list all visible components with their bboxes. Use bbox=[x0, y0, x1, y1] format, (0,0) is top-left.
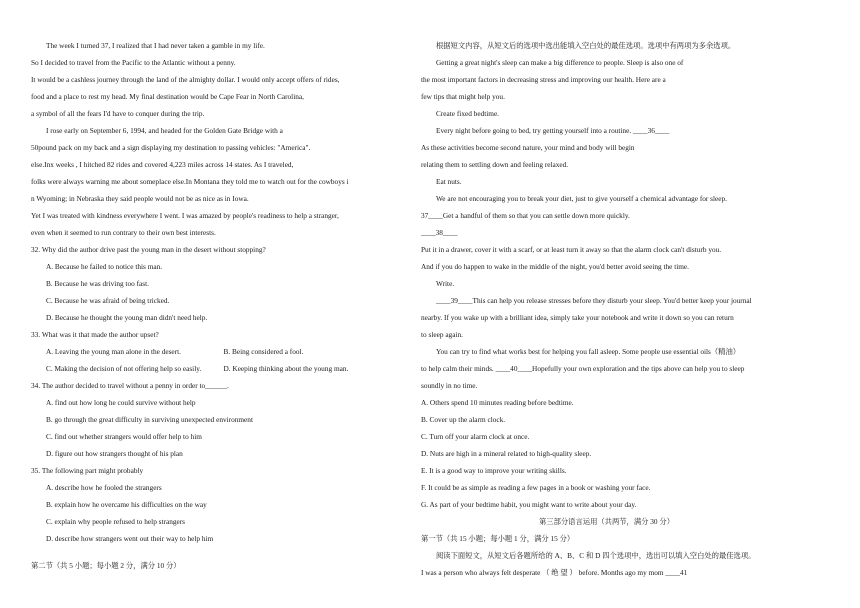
reading-passage bbox=[31, 37, 401, 241]
part3-first-line: I was a person who always felt desperate （ 绝 望 ） before. Months ago my mom ____41 bbox=[421, 568, 688, 577]
cloze-passage bbox=[421, 54, 792, 513]
passage-line: relating them to settling down and feeling relaxed. bbox=[421, 160, 569, 169]
passage-line: food and a place to rest my head. My final destination would be Cape Fear in North Carolina, bbox=[31, 92, 304, 101]
passage-line: Getting a great night's sleep can make a big difference to people. Sleep is also one of bbox=[436, 58, 684, 67]
part3-section: 第一节（共 15 小题；每小题 1 分，满分 15 分） bbox=[421, 534, 575, 543]
question-list bbox=[31, 241, 401, 547]
passage-line: ____38____ bbox=[421, 228, 458, 237]
answer-option: A. describe how he fooled the strangers bbox=[46, 483, 162, 492]
passage-line: Write. bbox=[436, 279, 455, 288]
question-32 bbox=[31, 241, 401, 326]
answer-option: C. Because he was afraid of being tricked. bbox=[46, 296, 170, 305]
section-footer: 第二节（共 5 小题；每小题 2 分，满分 10 分） bbox=[31, 561, 181, 570]
passage-line: E. It is a good way to improve your writing skills. bbox=[421, 466, 567, 475]
answer-option: A. find out how long he could survive without help bbox=[46, 398, 196, 407]
question-stem: 32. Why did the author drive past the young man in the desert without stopping? bbox=[31, 245, 266, 254]
answer-option: D. describe how strangers went out their way to help him bbox=[46, 534, 214, 543]
passage-line: I rose early on September 6, 1994, and headed for the Golden Gate Bridge with a bbox=[46, 126, 283, 135]
passage-line: ____39____This can help you release stresses before they disturb your sleep. You'd better keep your journal bbox=[436, 296, 752, 305]
passage-line: G. As part of your bedtime habit, you might want to write about your day. bbox=[421, 500, 637, 509]
passage-line: n Wyoming; in Nebraska they said people would not be as nice as in Iowa. bbox=[31, 194, 249, 203]
passage-line: Create fixed bedtime. bbox=[436, 109, 500, 118]
question-34 bbox=[31, 377, 401, 462]
passage-line: It would be a cashless journey through the land of the almighty dollar. I would only accept offers of rides, bbox=[31, 75, 340, 84]
question-33 bbox=[31, 326, 401, 377]
right-column bbox=[421, 37, 792, 581]
option-row bbox=[31, 360, 401, 377]
passage-line: You can try to find what works best for helping you fall asleep. Some people use essential oils（精油） bbox=[436, 347, 741, 356]
answer-option: C. explain why people refused to help strangers bbox=[46, 517, 186, 526]
answer-option: A. Leaving the young man alone in the desert. bbox=[46, 347, 181, 356]
passage-line: A. Others spend 10 minutes reading before bedtime. bbox=[421, 398, 574, 407]
passage-line: C. Turn off your alarm clock at once. bbox=[421, 432, 530, 441]
passage-line: soundly in no time. bbox=[421, 381, 478, 390]
passage-line: F. It could be as simple as reading a few pages in a book or washing your face. bbox=[421, 483, 651, 492]
answer-option: A. Because he failed to notice this man. bbox=[46, 262, 163, 271]
passage-line: 50pound pack on my back and a sign displaying my destination to passing vehicles: "America". bbox=[31, 143, 311, 152]
passage-line: few tips that might help you. bbox=[421, 92, 505, 101]
passage-line: And if you do happen to wake in the middle of the night, you'd better avoid seeing the time. bbox=[421, 262, 689, 271]
answer-option: D. figure out how strangers thought of his plan bbox=[46, 449, 183, 458]
question-stem: 35. The following part might probably bbox=[31, 466, 144, 475]
passage-line: D. Nuts are high in a mineral related to high-quality sleep. bbox=[421, 449, 592, 458]
passage-line: As these activities become second nature, your mind and body will begin bbox=[421, 143, 635, 152]
passage-line: else.Inx weeks , I hitched 82 rides and covered 4,223 miles across 14 states. As I traveled, bbox=[31, 160, 294, 169]
question-stem: 34. The author decided to travel without a penny in order to______. bbox=[31, 381, 229, 390]
answer-option: C. Making the decision of not offering help so easily. bbox=[46, 364, 202, 373]
passage-line: to help calm their minds. ____40____Hopefully your own exploration and the tips above can help you to sleep bbox=[421, 364, 745, 373]
question-stem: 33. What was it that made the author upset? bbox=[31, 330, 159, 339]
passage-line: We are not encouraging you to break your diet, just to give yourself a chemical advantage for sleep. bbox=[436, 194, 727, 203]
answer-option: B. go through the great difficulty in surviving unexpected environment bbox=[46, 415, 253, 424]
passage-line: B. Cover up the alarm clock. bbox=[421, 415, 506, 424]
part3-title: 第三部分语言运用（共两节，满分 30 分） bbox=[539, 517, 674, 526]
question-35 bbox=[31, 462, 401, 547]
answer-option: B. Because he was driving too fast. bbox=[46, 279, 149, 288]
answer-option: D. Because he thought the young man didn't need help. bbox=[46, 313, 208, 322]
passage-line: 37____Get a handful of them so that you can settle down more quickly. bbox=[421, 211, 630, 220]
passage-line: the most important factors in decreasing stress and improving our health. Here are a bbox=[421, 75, 666, 84]
passage-line: to sleep again. bbox=[421, 330, 463, 339]
passage-line: Put it in a drawer, cover it with a scarf, or at least turn it away so that the alarm clock can't disturb you. bbox=[421, 245, 722, 254]
passage-line: a symbol of all the fears I'd have to conquer during the trip. bbox=[31, 109, 205, 118]
passage-line: Every night before going to bed, try getting yourself into a routine. ____36____ bbox=[436, 126, 670, 135]
passage-line: The week I turned 37, I realized that I had never taken a gamble in my life. bbox=[46, 41, 265, 50]
passage-line: nearby. If you wake up with a brilliant idea, simply take your notebook and write it down so you can return bbox=[421, 313, 734, 322]
task-instruction: 根据短文内容，从短文后的选项中选出能填入空白处的最佳选项。选项中有两项为多余选项。 bbox=[436, 41, 736, 50]
passage-line: folks were always warning me about someplace else.In Montana they told me to watch out for the cowboys i bbox=[31, 177, 349, 186]
left-column bbox=[31, 37, 401, 574]
answer-option: B. explain how he overcame his difficulties on the way bbox=[46, 500, 207, 509]
answer-option: B. Being considered a fool. bbox=[223, 347, 304, 356]
passage-line: even when it seemed to run contrary to their own best interests. bbox=[31, 228, 216, 237]
option-row bbox=[31, 343, 401, 360]
passage-line: Yet I was treated with kindness everywhere I went. I was amazed by people's readiness to help a stranger, bbox=[31, 211, 339, 220]
passage-line: So I decided to travel from the Pacific to the Atlantic without a penny. bbox=[31, 58, 236, 67]
part3-instruction: 阅读下面短文，从短文后各题所给的 A、B、C 和 D 四个选项中，选出可以填入空白处的最佳选项。 bbox=[436, 551, 756, 560]
answer-option: D. Keeping thinking about the young man. bbox=[223, 364, 349, 373]
answer-option: C. find out whether strangers would offer help to him bbox=[46, 432, 202, 441]
passage-line: Eat nuts. bbox=[436, 177, 462, 186]
